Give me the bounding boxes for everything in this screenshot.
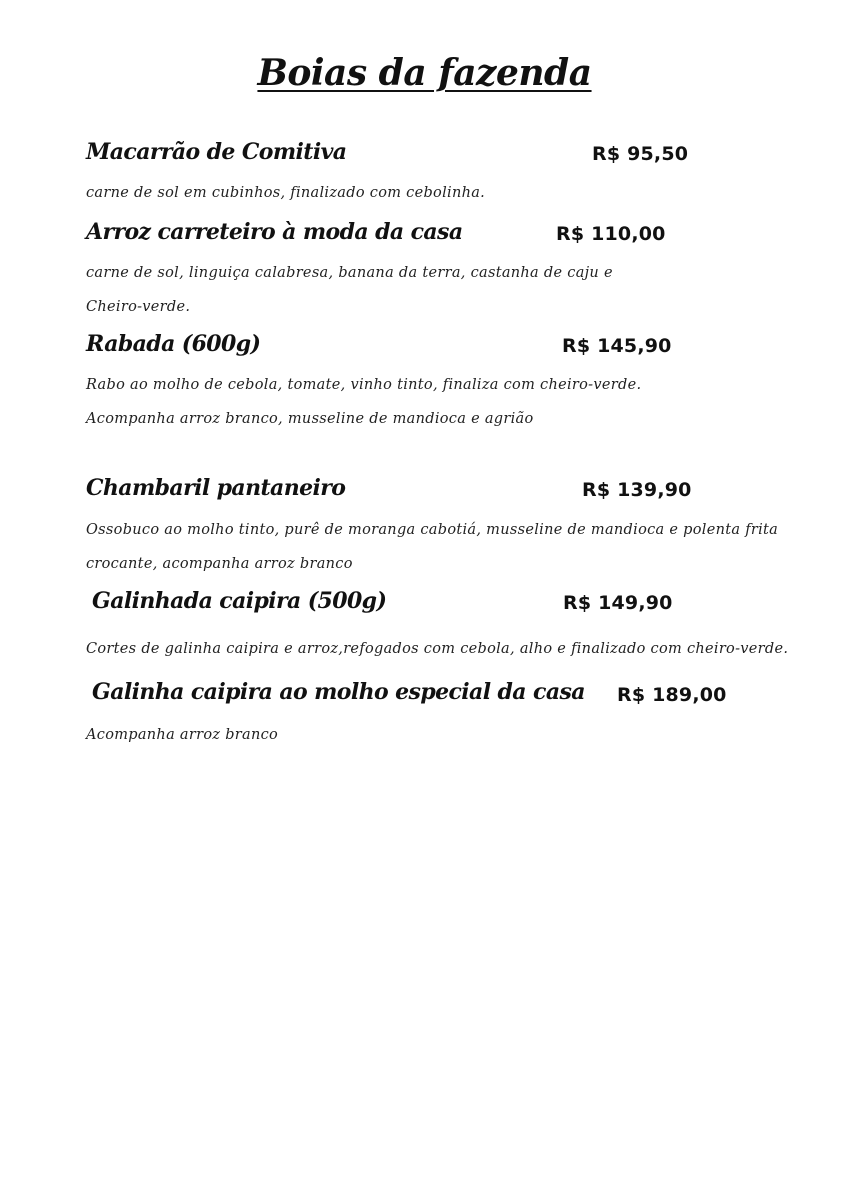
dish-price: R$ 139,90 <box>582 479 692 501</box>
dish-name: Rabada (600g) <box>86 331 261 357</box>
dish-price: R$ 110,00 <box>556 223 666 245</box>
dish-price: R$ 149,90 <box>563 592 673 614</box>
dish-name: Galinha caipira ao molho especial da casa <box>92 679 585 705</box>
dish-name: Chambaril pantaneiro <box>86 475 346 501</box>
description-line: Cortes de galinha caipira e arroz,refogados com cebola, alho e finalizado com cheiro-verde. <box>86 641 789 657</box>
description-line: Rabo ao molho de cebola, tomate, vinho tinto, finaliza com cheiro-verde. <box>86 377 642 393</box>
dish-description <box>86 368 641 436</box>
description-line: Cheiro-verde. <box>86 299 191 315</box>
dish-description <box>86 256 613 324</box>
dish-description <box>86 632 788 666</box>
dish-description <box>86 718 278 752</box>
description-line: crocante, acompanha arroz branco <box>86 556 353 572</box>
menu-title <box>0 52 849 94</box>
menu-title-text: Boias da fazenda <box>257 52 592 94</box>
dish-price: R$ 145,90 <box>562 335 672 357</box>
description-line: Acompanha arroz branco, musseline de mandioca e agrião <box>86 411 534 427</box>
dish-name: Galinhada caipira (500g) <box>92 588 387 614</box>
dish-name: Arroz carreteiro à moda da casa <box>86 219 463 245</box>
dish-price: R$ 189,00 <box>617 684 727 706</box>
description-line: Ossobuco ao molho tinto, purê de moranga cabotiá, musseline de mandioca e polenta frita <box>86 522 779 538</box>
description-line: carne de sol, linguiça calabresa, banana da terra, castanha de caju e <box>86 265 613 281</box>
description-line: Acompanha arroz branco <box>86 727 279 743</box>
dish-description <box>86 176 485 210</box>
dish-name: Macarrão de Comitiva <box>86 139 347 165</box>
dish-description <box>86 513 778 581</box>
dish-price: R$ 95,50 <box>592 143 689 165</box>
description-line: carne de sol em cubinhos, finalizado com cebolinha. <box>86 185 486 201</box>
